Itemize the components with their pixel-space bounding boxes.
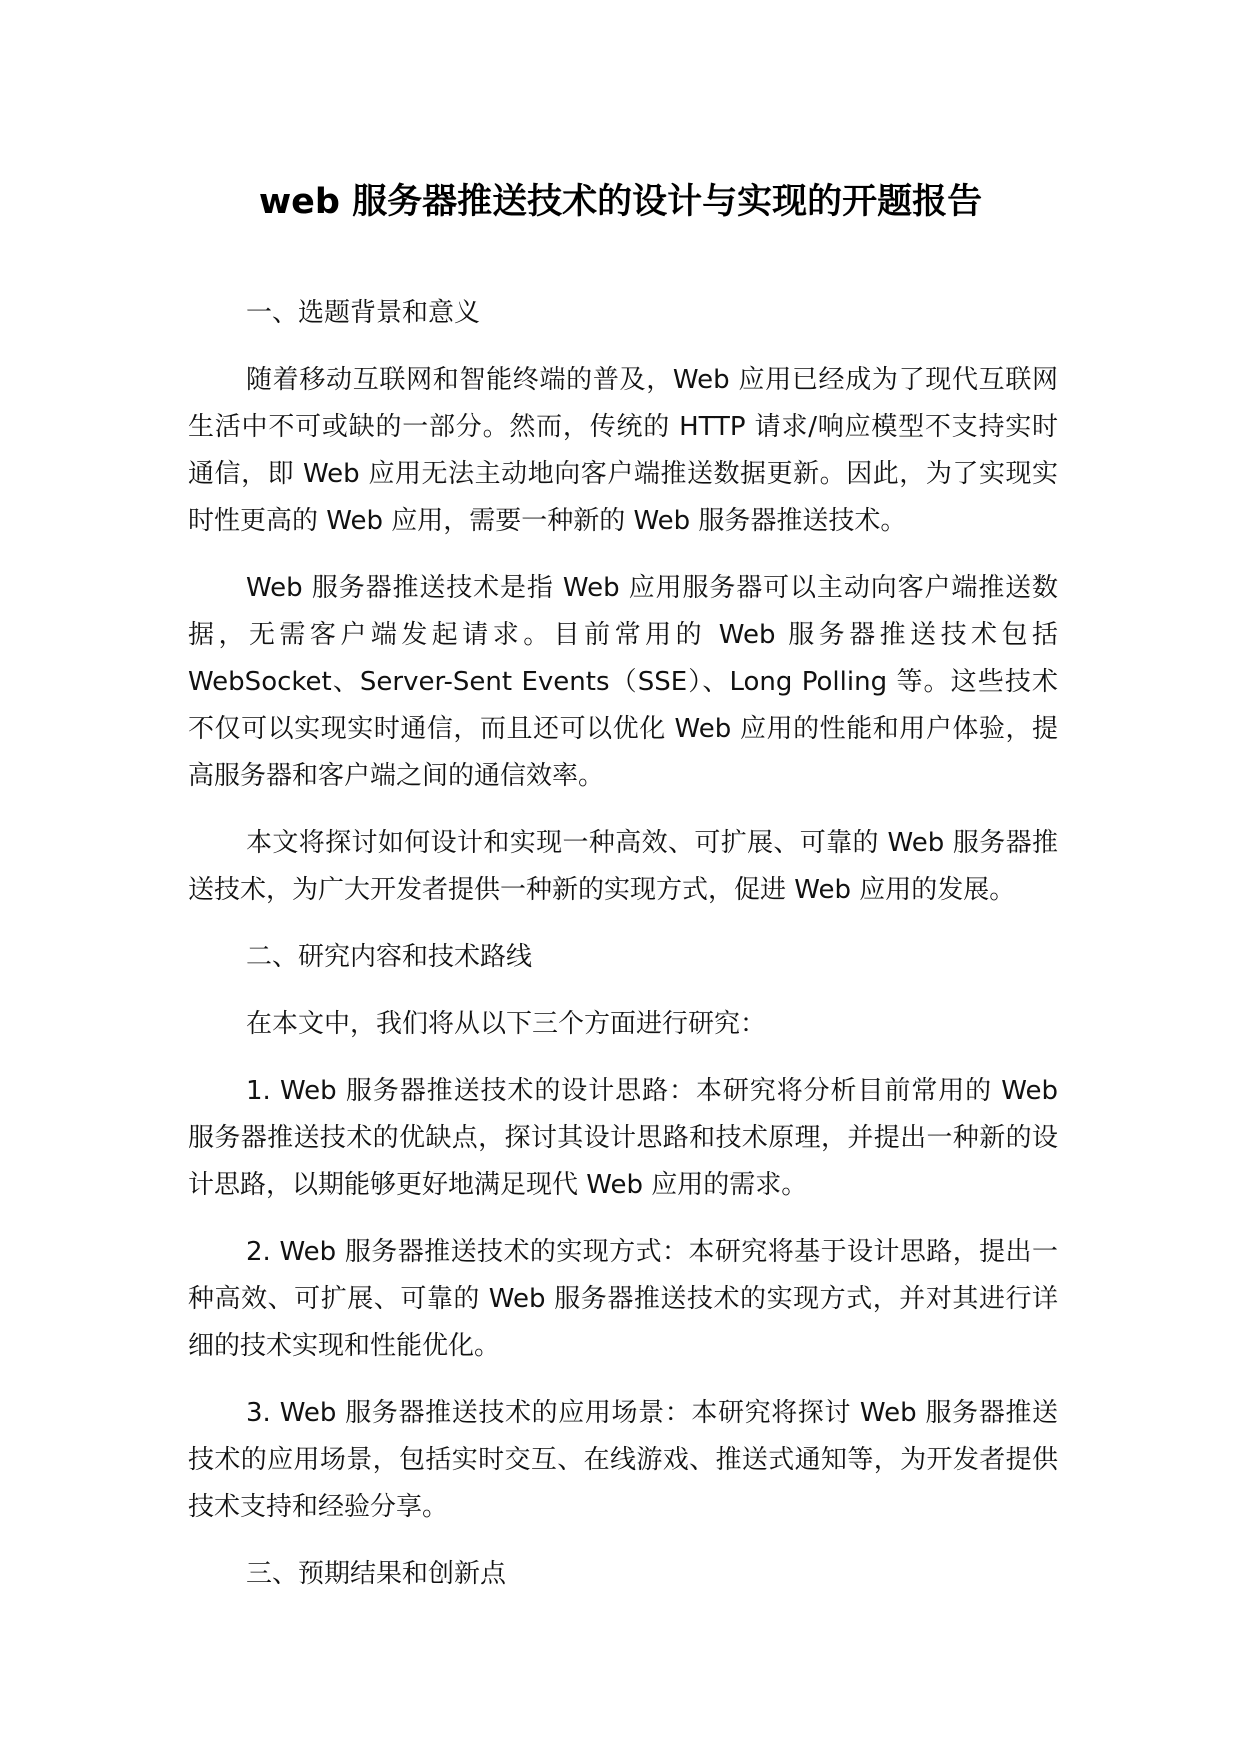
section-heading-background: 一、选题背景和意义 [246,298,481,328]
paragraph: 本文将探讨如何设计和实现一种高效、可扩展、可靠的 Web 服务器推送技术，为广大开发者提供一种新的实现方式，促进 Web 应用的发展。 [188,828,1058,905]
document-title: web 服务器推送技术的设计与实现的开题报告 [258,182,983,222]
list-item: 1. Web 服务器推送技术的设计思路：本研究将分析目前常用的 Web 服务器推送技术的优缺点，探讨其设计思路和技术原理，并提出一种新的设计思路，以期能够更好地满足现代 Web 应用的需求。 [188,1076,1058,1200]
list-item: 3. Web 服务器推送技术的应用场景：本研究将探讨 Web 服务器推送技术的应用场景，包括实时交互、在线游戏、推送式通知等，为开发者提供技术支持和经验分享。 [188,1398,1058,1522]
paragraph: Web 服务器推送技术是指 Web 应用服务器可以主动向客户端推送数据，无需客户端发起请求。目前常用的 Web 服务器推送技术包括 WebSocket、Server-Sent Events（SSE）、Long Polling 等。这些技术不仅可以实现实时通信，而且还可以优化 Web 应用的性能和用户体验，提高服务器和客户端之间的通信效率。 [188,573,1058,791]
paragraph: 随着移动互联网和智能终端的普及，Web 应用已经成为了现代互联网生活中不可或缺的一部分。然而，传统的 HTTP 请求/响应模型不支持实时通信，即 Web 应用无法主动地向客户端推送数据更新。因此，为了实现实时性更高的 Web 应用，需要一种新的 Web 服务器推送技术。 [188,365,1058,536]
paragraph: 在本文中，我们将从以下三个方面进行研究： [246,1009,767,1039]
document-body [188,290,1058,1618]
section-heading-research: 二、研究内容和技术路线 [246,942,533,972]
section-heading-results: 三、预期结果和创新点 [246,1559,507,1589]
list-item: 2. Web 服务器推送技术的实现方式：本研究将基于设计思路，提出一种高效、可扩展、可靠的 Web 服务器推送技术的实现方式，并对其进行详细的技术实现和性能优化。 [188,1237,1058,1361]
